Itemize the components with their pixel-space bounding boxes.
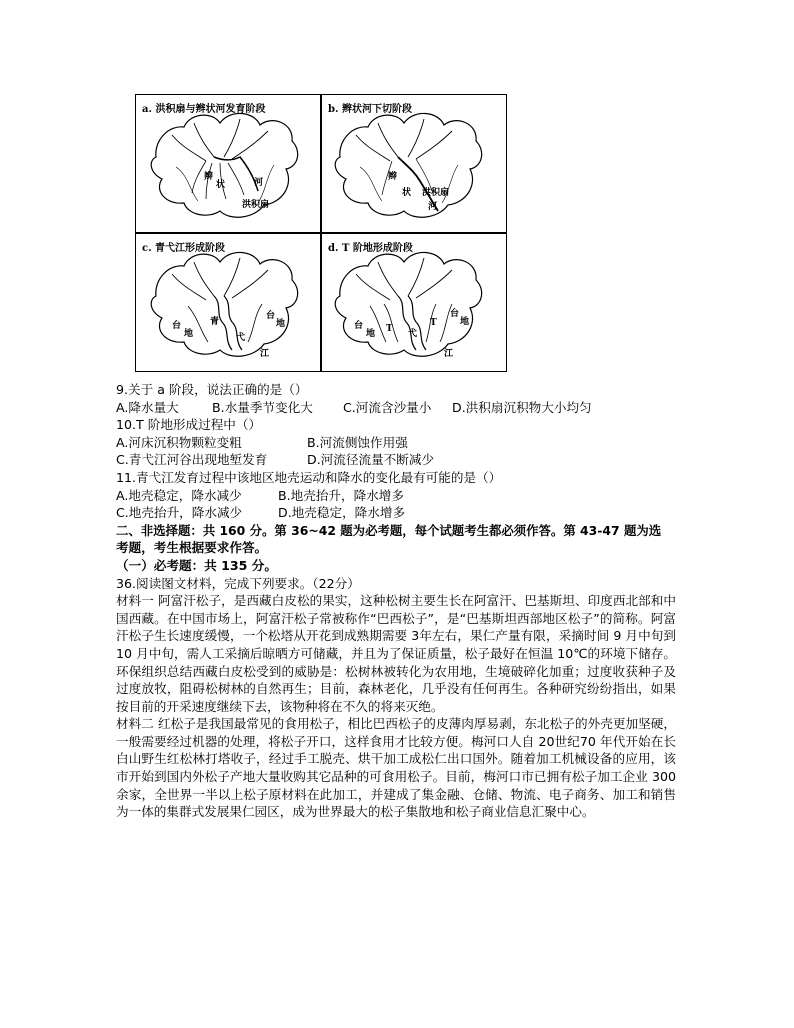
option-b: B.水量季节变化大 bbox=[212, 399, 313, 415]
map-mark: 地 bbox=[276, 319, 286, 329]
option-a: A.河床沉积物颗粒变粗 bbox=[116, 434, 242, 450]
map-mark: 辫 bbox=[388, 172, 398, 182]
map-mark: 江 bbox=[444, 349, 454, 359]
option-c: C.地壳抬升，降水减少 bbox=[116, 505, 243, 521]
panel-c-label: c. 青弋江形成阶段 bbox=[142, 243, 226, 254]
question-11-options-2 bbox=[116, 504, 676, 522]
question-10-options-1 bbox=[116, 434, 676, 452]
panel-b-map bbox=[322, 95, 506, 232]
option-b: B.地壳抬升，降水增多 bbox=[278, 487, 404, 503]
map-mark: T bbox=[430, 318, 437, 328]
map-mark: 状 bbox=[216, 180, 226, 190]
panel-d-label: d. T 阶地形成阶段 bbox=[328, 243, 413, 254]
question-11-options-1 bbox=[116, 487, 676, 505]
panel-b bbox=[322, 95, 506, 232]
map-mark: 台 bbox=[354, 321, 364, 331]
panel-a-map bbox=[136, 95, 320, 232]
option-d: D.洪积扇沉积物大小均匀 bbox=[452, 399, 592, 415]
panel-c-map bbox=[136, 234, 320, 371]
section-heading-2: 考题，考生根据要求作答。 bbox=[116, 540, 268, 556]
map-mark: 台 bbox=[450, 309, 460, 319]
panel-b-label: b. 辫状河下切阶段 bbox=[328, 104, 412, 115]
map-mark: 青 bbox=[210, 317, 220, 327]
map-mark: 洪积扇 bbox=[422, 188, 450, 198]
option-c: C.河流含沙量小 bbox=[343, 399, 432, 415]
section-heading-1: 二、非选择题：共 160 分。第 36~42 题为必考题，每个试题考生都必须作答。第 43-47 题为选 bbox=[116, 522, 662, 538]
question-text bbox=[116, 381, 676, 821]
map-mark: 洪积扇 bbox=[242, 200, 270, 210]
map-mark: 地 bbox=[460, 317, 470, 327]
map-mark: 地 bbox=[184, 329, 194, 339]
map-mark: 台 bbox=[266, 311, 276, 321]
question-9-stem: 9.关于 a 阶段，说法正确的是（） bbox=[116, 382, 308, 397]
map-mark: 状 bbox=[402, 188, 412, 198]
map-mark: 江 bbox=[260, 349, 270, 359]
option-d: D.地壳稳定，降水增多 bbox=[278, 505, 406, 521]
map-mark: 河 bbox=[254, 178, 264, 188]
material-1: 材料一 阿富汗松子，是西藏白皮松的果实，这种松树主要生长在阿富汗、巴基斯坦、印度西北部和中国西藏。在中国市场上，阿富汗松子常被称作“巴西松子”，是“巴基斯坦西部地区松子”的简称。阿富汗松子生长速度缓慢，一个松塔从开花到成熟期需要 3年左右，果仁产量有限，采摘时间 9 月中旬到 10 月中旬，需人工采摘后晾晒方可储藏，并且为了保证质量，松子最好在恒温 10℃的环境下储存。环保组织总结西藏白皮松受到的威胁是：松树林被转化为农用地，生境破碎化加重；过度收获种子及过度放牧，阻碍松树林的自然再生；目前，森林老化，几乎没有任何再生。各种研究纷纷指出，如果按目前的开采速度继续下去，该物种将在不久的将来灭绝。 bbox=[116, 593, 676, 714]
section-sub: （一）必考题：共 135 分。 bbox=[116, 557, 277, 573]
question-36: 36.阅读图文材料，完成下列要求。（22分） bbox=[116, 575, 360, 591]
panel-c bbox=[136, 234, 320, 371]
map-mark: 台 bbox=[172, 321, 182, 331]
map-mark: 弋 bbox=[236, 333, 246, 343]
map-mark: 河 bbox=[428, 202, 438, 212]
panel-d-map bbox=[322, 234, 506, 371]
option-b: B.河流侧蚀作用强 bbox=[307, 434, 408, 450]
option-c: C.青弋江河谷出现地堑发育 bbox=[116, 452, 268, 468]
panel-a-label: a. 洪积扇与辫状河发育阶段 bbox=[142, 104, 266, 115]
panel-a bbox=[136, 95, 320, 232]
divider-horizontal bbox=[136, 232, 506, 234]
option-d: D.河流径流量不断减少 bbox=[307, 452, 435, 468]
material-2: 材料二 红松子是我国最常见的食用松子，相比巴西松子的皮薄肉厚易剥，东北松子的外壳更加坚硬，一般需要经过机器的处理，将松子开口，这样食用才比较方便。梅河口人自 20世纪70 年代开始在长白山野生红松林打塔收子，经过手工脱壳、烘干加工成松仁出口国外。随着加工机械设备的应用，该市开始到国内外松子产地大量收购其它品种的可食用松子。目前，梅河口市已拥有松子加工企业 300余家，全世界一半以上松子原材料在此加工，并建成了集金融、仓储、物流、电子商务、加工和销售为一体的集群式发展果仁园区，成为世界最大的松子集散地和松子商业信息汇聚中心。 bbox=[116, 716, 676, 820]
map-mark: 弋 bbox=[408, 329, 418, 339]
question-10-stem: 10.T 阶地形成过程中（） bbox=[116, 417, 262, 433]
question-9-options bbox=[116, 399, 676, 417]
question-10-options-2 bbox=[116, 451, 676, 469]
landform-figure bbox=[135, 94, 507, 372]
map-mark: 地 bbox=[366, 329, 376, 339]
panel-d bbox=[322, 234, 506, 371]
option-a: A.降水量大 bbox=[116, 399, 179, 415]
map-mark: 辫 bbox=[204, 172, 214, 182]
question-11-stem: 11.青弋江发育过程中该地区地壳运动和降水的变化最有可能的是（） bbox=[116, 469, 502, 485]
map-mark: T bbox=[386, 324, 393, 334]
option-a: A.地壳稳定，降水减少 bbox=[116, 487, 242, 503]
